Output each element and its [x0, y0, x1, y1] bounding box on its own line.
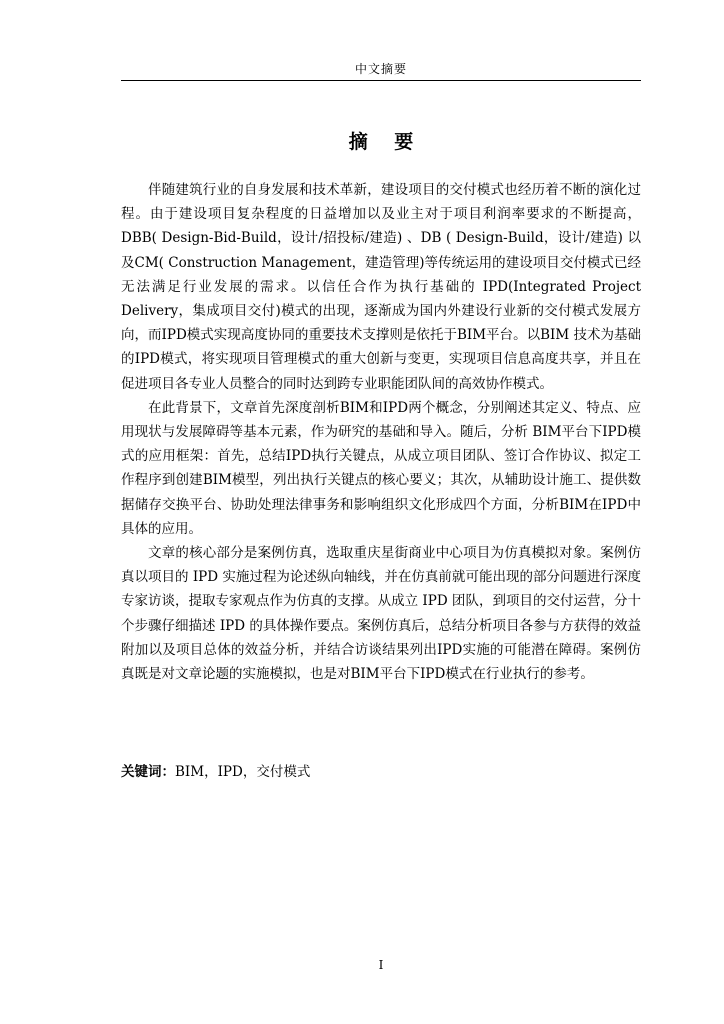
- keywords-line: [121, 762, 641, 782]
- abstract-paragraph-3: 文章的核心部分是案例仿真，选取重庆星街商业中心项目为仿真模拟对象。案例仿真以项目的 IPD 实施过程为论述纵向轴线，并在仿真前就可能出现的部分问题进行深度专家访谈，提取专家观点作为仿真的支撑。从成立 IPD 团队，到项目的交付运营，分十个步骤仔细描述 IPD 的具体操作要点。案例仿真后，总结分析项目各参与方获得的效益附加以及项目总体的效益分析，并结合访谈结果列出IPD实施的可能潜在障碍。案例仿真既是对文章论题的实施模拟，也是对BIM平台下IPD模式在行业执行的参考。: [121, 545, 641, 683]
- abstract-paragraph-1: 伴随建筑行业的自身发展和技术革新，建设项目的交付模式也经历着不断的演化过程。由于建设项目复杂程度的日益增加以及业主对于项目利润率要求的不断提高，DBB( Design-Bid-Build，设计/招投标/建造) 、DB ( Design-Build，设计/建造) 以及CM( Construction Management，建造管理)等传统运用的建设项目交付模式已经无法满足行业发展的需求。以信任合作为执行基础的 IPD(Integrated Project Delivery，集成项目交付)模式的出现，逐渐成为国内外建设行业新的交付模式发展方向，而IPD模式实现高度协同的重要技术支撑则是依托于BIM平台。以BIM 技术为基础的IPD模式，将实现项目管理模式的重大创新与变更，实现项目信息高度共享，并且在促进项目各专业人员整合的同时达到跨专业职能团队间的高效协作模式。: [121, 182, 641, 392]
- page-number: I: [378, 958, 384, 972]
- abstract-body: [121, 178, 641, 686]
- page-title: [121, 130, 641, 154]
- page-title-text: 摘 要: [348, 131, 414, 153]
- running-header: 中文摘要: [354, 62, 407, 76]
- abstract-paragraph-2: 在此背景下，文章首先深度剖析BIM和IPD两个概念，分别阐述其定义、特点、应用现状与发展障碍等基本元素，作为研究的基础和导入。随后，分析 BIM平台下IPD模式的应用框架：首先，总结IPD执行关键点，从成立项目团队、签订合作协议、拟定工作程序到创建BIM模型，列出执行关键点的核心要义；其次，从辅助设计施工、提供数据储存交换平台、协助处理法律事务和影响组织文化形成四个方面，分析BIM在IPD中具体的应用。: [121, 399, 641, 537]
- keywords-label: 关键词：: [121, 764, 175, 780]
- header-rule: [121, 80, 641, 81]
- keywords-value: BIM，IPD，交付模式: [175, 764, 311, 780]
